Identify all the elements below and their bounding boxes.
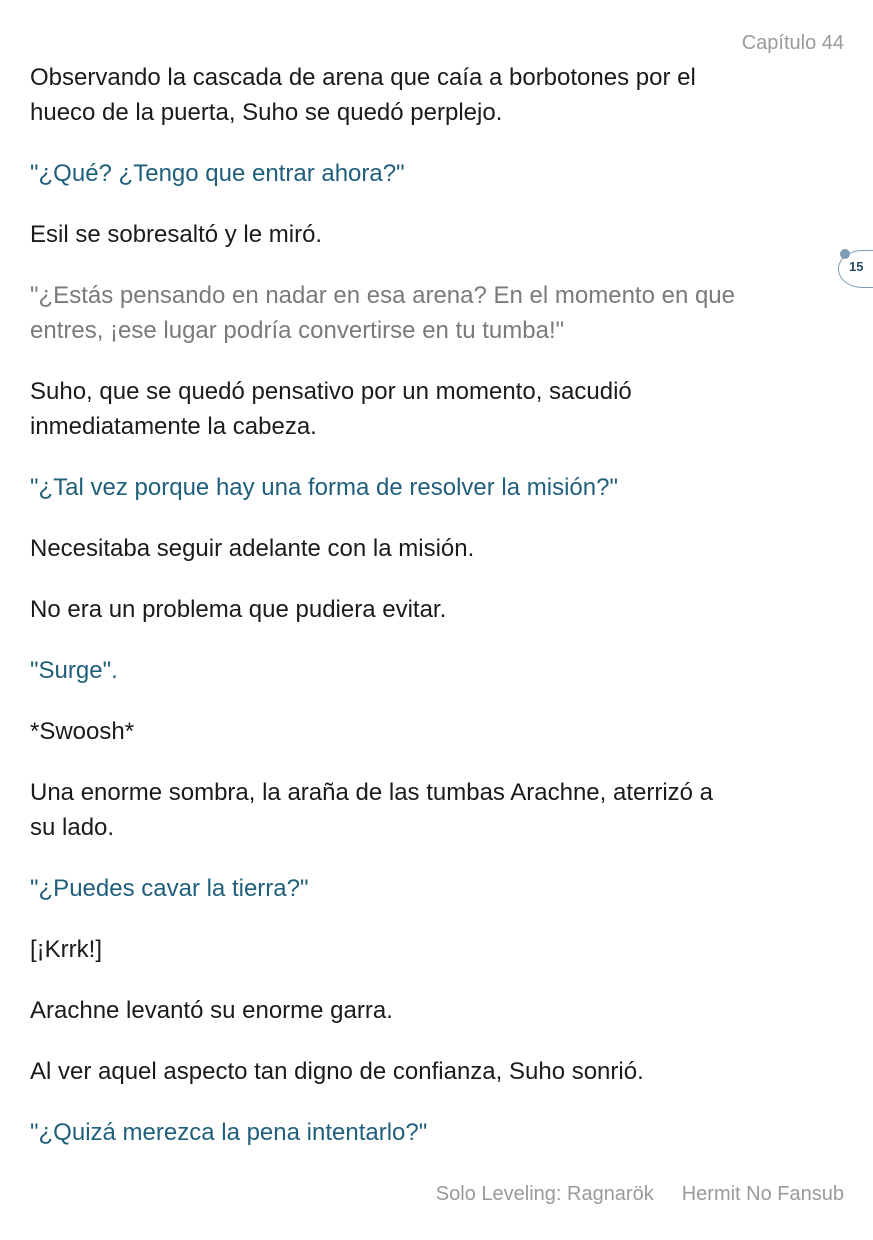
narration-paragraph — [30, 993, 860, 1028]
dialogue-paragraph — [30, 470, 860, 505]
paragraph-line: Observando la cascada de arena que caía a borbotones por el — [30, 64, 696, 91]
narration-paragraph — [30, 592, 860, 627]
footer — [408, 1183, 844, 1206]
paragraph-line: su lado. — [30, 814, 115, 841]
paragraph-line: Arachne levantó su enorme garra. — [30, 997, 393, 1024]
paragraph-line: "¿Puedes cavar la tierra?" — [30, 875, 309, 902]
chapter-text — [30, 60, 860, 1176]
paragraph-line: "Surge". — [30, 657, 118, 684]
narration-paragraph — [30, 374, 860, 444]
narration-paragraph — [30, 714, 860, 749]
paragraph-line: inmediatamente la cabeza. — [30, 413, 317, 440]
narration-paragraph — [30, 217, 860, 252]
narration-paragraph — [30, 60, 860, 130]
paragraph-line: Suho, que se quedó pensativo por un momento, sacudió — [30, 378, 632, 405]
paragraph-line: hueco de la puerta, Suho se quedó perplejo. — [30, 99, 503, 126]
paragraph-line: "¿Qué? ¿Tengo que entrar ahora?" — [30, 160, 405, 187]
paragraph-line: Necesitaba seguir adelante con la misión. — [30, 535, 475, 562]
dialogue-paragraph — [30, 1115, 860, 1150]
narration-paragraph — [30, 775, 860, 845]
dialogue-paragraph — [30, 278, 860, 348]
paragraph-line: "¿Tal vez porque hay una forma de resolver la misión?" — [30, 474, 618, 501]
dialogue-paragraph — [30, 653, 860, 688]
paragraph-line: Esil se sobresaltó y le miró. — [30, 221, 323, 248]
page-number: 15 — [849, 259, 864, 274]
dialogue-paragraph — [30, 871, 860, 906]
paragraph-line: "¿Quizá merezca la pena intentarlo?" — [30, 1119, 428, 1146]
paragraph-line: *Swoosh* — [30, 718, 135, 745]
paragraph-line: "¿Estás pensando en nadar en esa arena? En el momento en que — [30, 282, 735, 309]
narration-paragraph — [30, 1054, 860, 1089]
paragraph-line: Una enorme sombra, la araña de las tumbas Arachne, aterrizó a — [30, 779, 714, 806]
footer-book-title: Solo Leveling: Ragnarök — [435, 1183, 654, 1205]
chapter-label: Capítulo 44 — [741, 32, 844, 54]
paragraph-line: No era un problema que pudiera evitar. — [30, 596, 447, 623]
footer-translator: Hermit No Fansub — [681, 1183, 844, 1205]
paragraph-line: Al ver aquel aspecto tan digno de confianza, Suho sonrió. — [30, 1058, 644, 1085]
narration-paragraph — [30, 932, 860, 967]
paragraph-line: [¡Krrk!] — [30, 936, 102, 963]
paragraph-line: entres, ¡ese lugar podría convertirse en tu tumba!" — [30, 317, 565, 344]
dialogue-paragraph — [30, 156, 860, 191]
narration-paragraph — [30, 531, 860, 566]
